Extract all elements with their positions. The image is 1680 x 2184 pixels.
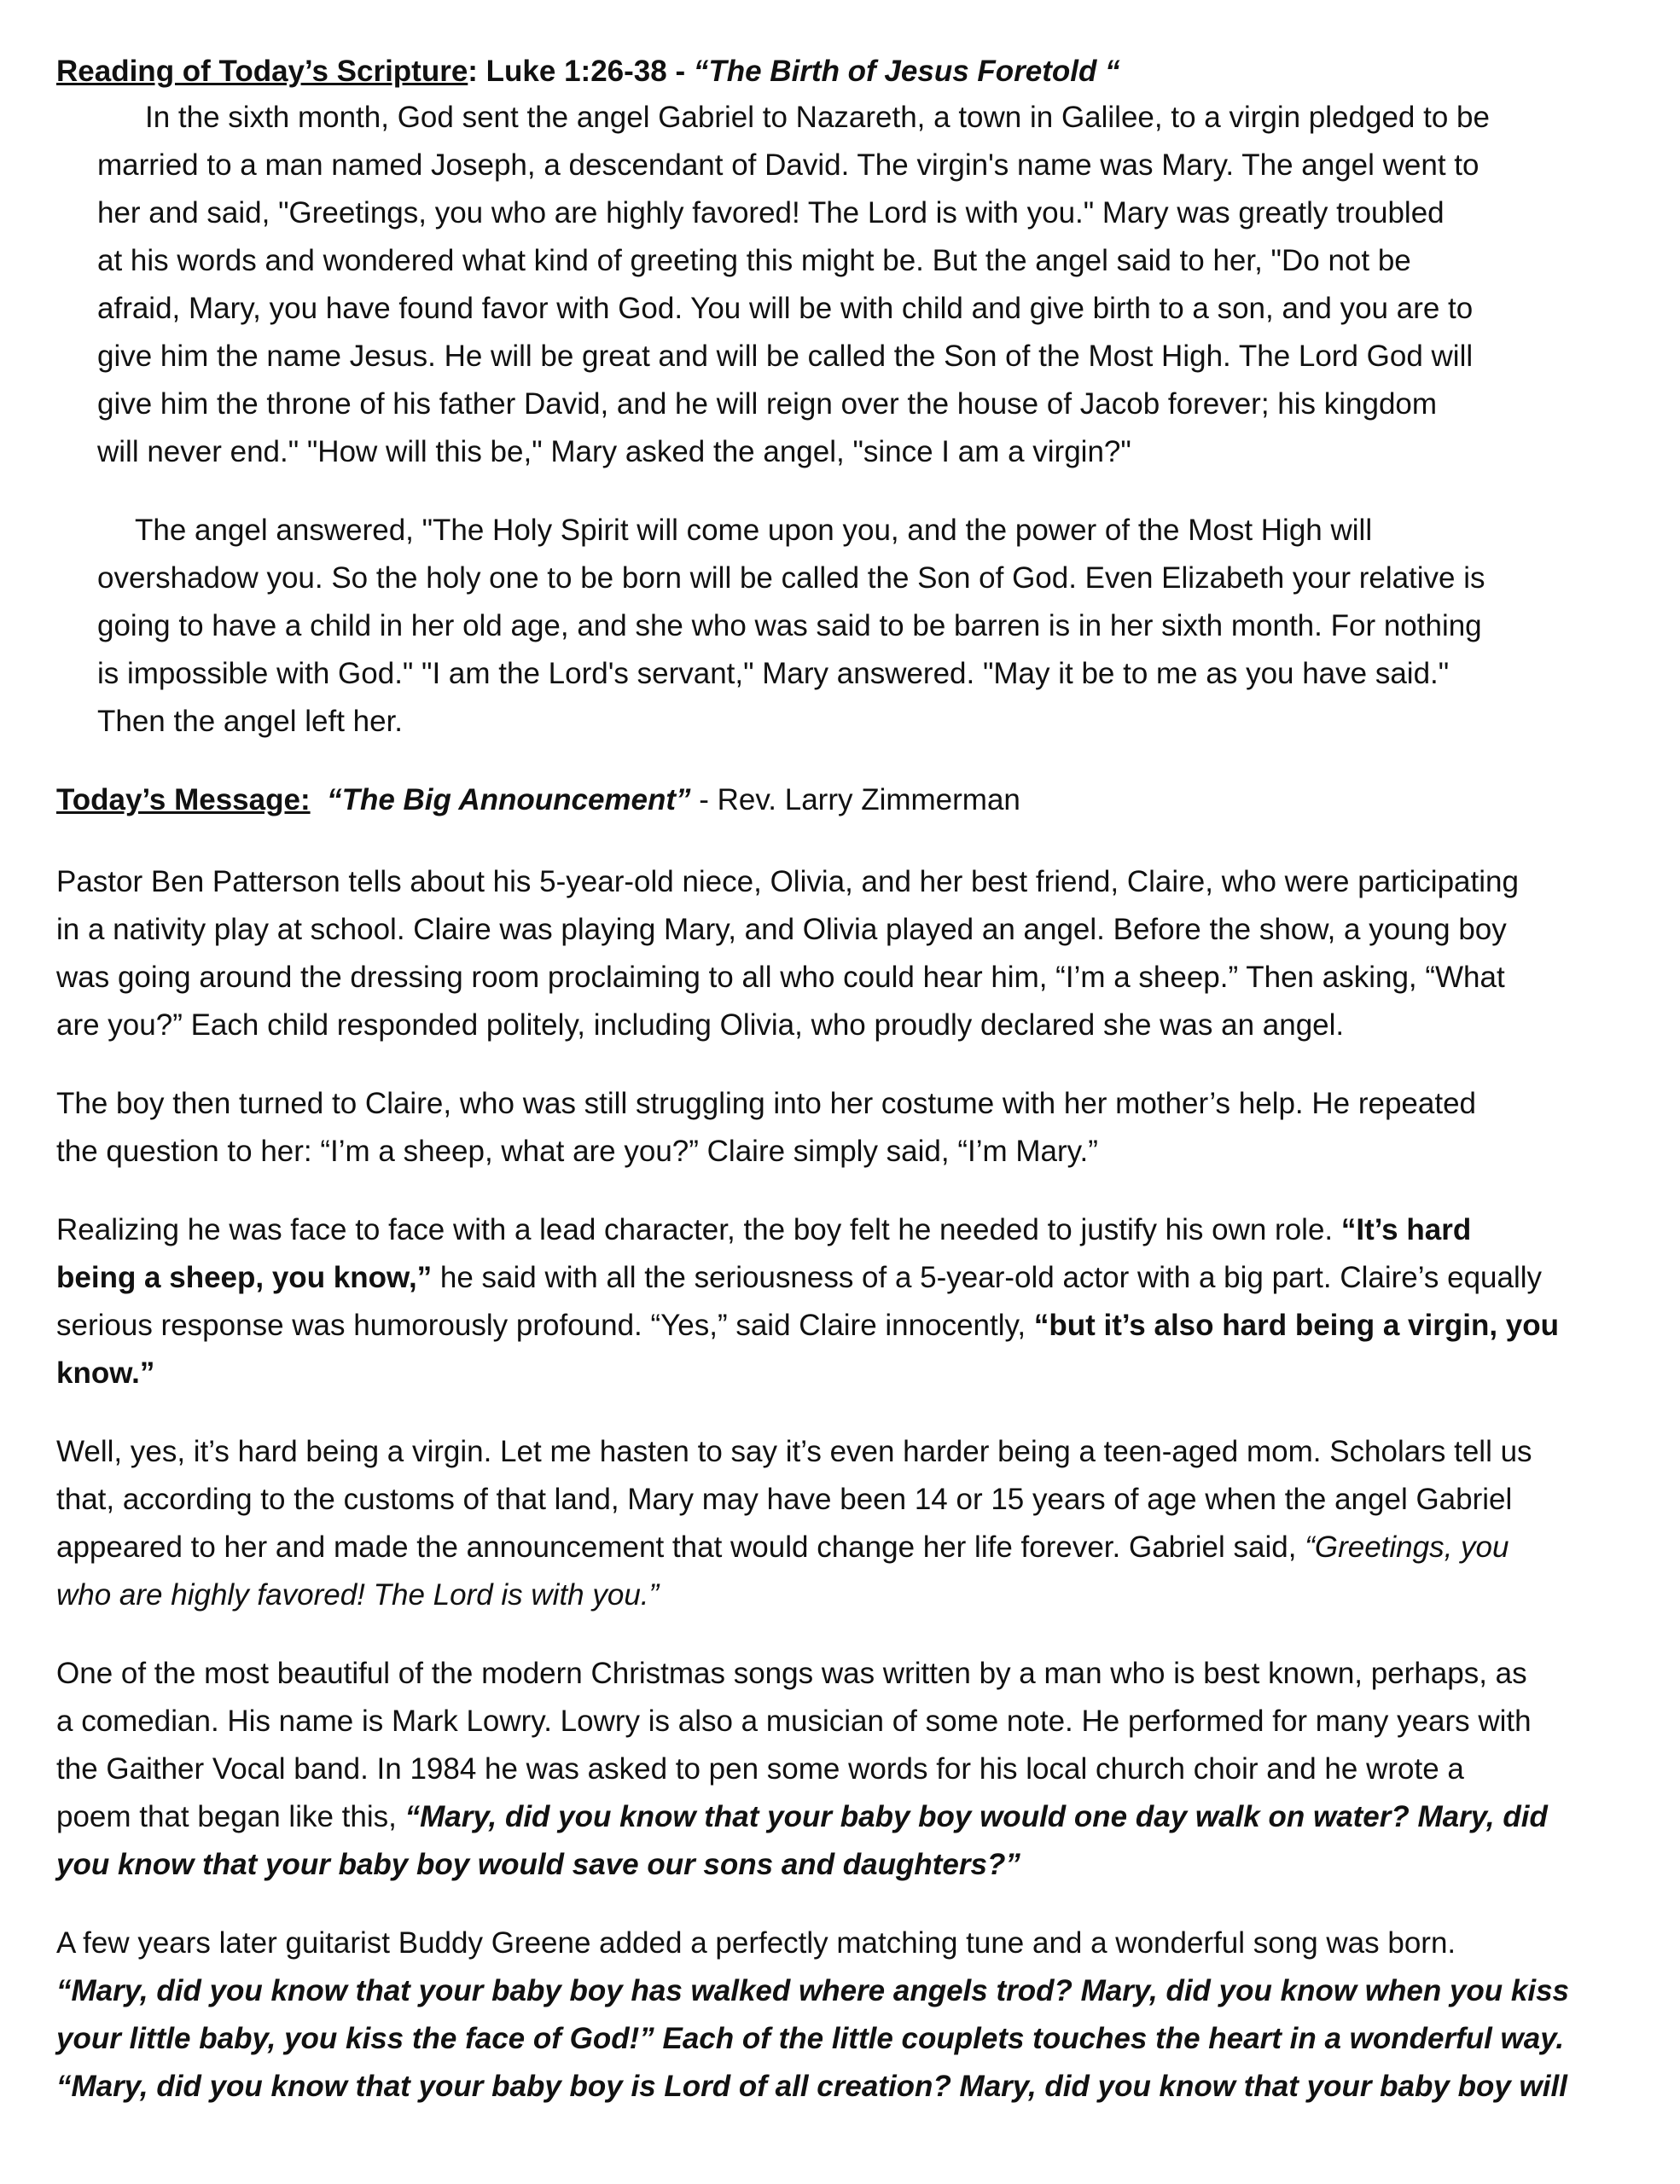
text-run: he said with all the seriousness of a 5-year-old actor with a big part. Claire’s equally bbox=[432, 1261, 1543, 1294]
scripture-line: In the sixth month, God sent the angel Gabriel to Nazareth, a town in Galilee, to a virgin pledged to be bbox=[145, 101, 1490, 134]
lyric-quote: your little baby, you kiss the face of God!” Each of the little couplets touches the heart in a wonderful way. bbox=[56, 2022, 1565, 2055]
scripture-title: “The Birth of Jesus Foretold “ bbox=[693, 55, 1120, 88]
scripture-line: The angel answered, "The Holy Spirit will come upon you, and the power of the Most High will bbox=[135, 514, 1373, 547]
body-line: a comedian. His name is Mark Lowry. Lowry is also a musician of some note. He performed for many years with bbox=[56, 1705, 1532, 1738]
scripture-line: her and said, "Greetings, you who are highly favored! The Lord is with you." Mary was greatly troubled bbox=[97, 196, 1445, 229]
body-line: in a nativity play at school. Claire was playing Mary, and Olivia played an angel. Before the show, a young boy bbox=[56, 913, 1507, 946]
body-line: the Gaither Vocal band. In 1984 he was asked to pen some words for his local church choir and he wrote a bbox=[56, 1752, 1464, 1786]
scripture-reference: Luke 1:26-38 - bbox=[477, 55, 694, 88]
message-heading-label: Today’s Message: bbox=[56, 783, 311, 816]
message-title: “The Big Announcement” bbox=[327, 783, 691, 816]
scripture-line: give him the throne of his father David, and he will reign over the house of Jacob forever; his kingdom bbox=[97, 387, 1438, 421]
scripture-line: at his words and wondered what kind of greeting this might be. But the angel said to her, "Do not be bbox=[97, 244, 1411, 277]
body-line: A few years later guitarist Buddy Greene added a perfectly matching tune and a wonderful song was born. bbox=[56, 1926, 1456, 1960]
body-line: was going around the dressing room proclaiming to all who could hear him, “I’m a sheep.” Then asking, “What bbox=[56, 961, 1505, 994]
lyric-quote: “Mary, did you know that your baby boy has walked where angels trod? Mary, did you know when you kiss bbox=[56, 1974, 1570, 2007]
bold-quote: being a sheep, you know,” bbox=[56, 1261, 433, 1294]
bold-quote: “but it’s also hard being a virgin, you bbox=[1033, 1309, 1560, 1342]
body-line bbox=[56, 1307, 1559, 1345]
body-line: The boy then turned to Claire, who was still struggling into her costume with her mother’s help. He repeated bbox=[56, 1087, 1477, 1120]
text-run: appeared to her and made the announcement that would change her life forever. Gabriel said, bbox=[56, 1531, 1305, 1564]
bold-quote: know.” bbox=[56, 1356, 155, 1390]
message-heading bbox=[56, 781, 1020, 819]
scripture-line: is impossible with God." "I am the Lord's servant," Mary answered. "May it be to me as you have said." bbox=[97, 657, 1450, 690]
scripture-line: afraid, Mary, you have found favor with God. You will be with child and give birth to a son, and you are to bbox=[97, 292, 1474, 325]
bold-quote: “It’s hard bbox=[1340, 1213, 1472, 1246]
body-line: that, according to the customs of that land, Mary may have been 14 or 15 years of age when the angel Gabriel bbox=[56, 1483, 1513, 1516]
scripture-line: going to have a child in her old age, and she who was said to be barren is in her sixth month. For nothing bbox=[97, 609, 1482, 642]
text-run: poem that began like this, bbox=[56, 1800, 405, 1833]
scripture-line: overshadow you. So the holy one to be born will be called the Son of God. Even Elizabeth your relative is bbox=[97, 561, 1485, 595]
scripture-line: give him the name Jesus. He will be great and will be called the Son of the Most High. The Lord God will bbox=[97, 340, 1474, 373]
scripture-line: Then the angel left her. bbox=[97, 705, 404, 738]
italic-quote: “Greetings, you bbox=[1305, 1531, 1509, 1564]
scripture-heading-label: Reading of Today’s Scripture bbox=[56, 55, 468, 88]
body-line: the question to her: “I’m a sheep, what are you?” Claire simply said, “I’m Mary.” bbox=[56, 1135, 1098, 1168]
body-line: One of the most beautiful of the modern Christmas songs was written by a man who is best known, perhaps, as bbox=[56, 1657, 1527, 1690]
scripture-line: will never end." "How will this be," Mary asked the angel, "since I am a virgin?" bbox=[97, 435, 1131, 468]
scripture-heading bbox=[56, 53, 1120, 90]
scripture-heading-colon: : bbox=[468, 55, 478, 88]
body-line: Well, yes, it’s hard being a virgin. Let me hasten to say it’s even harder being a teen-aged mom. Scholars tell us bbox=[56, 1435, 1532, 1468]
text-run: serious response was humorously profound. “Yes,” said Claire innocently, bbox=[56, 1309, 1034, 1342]
body-line bbox=[56, 1798, 1548, 1836]
body-line bbox=[56, 1529, 1509, 1566]
lyric-quote: “Mary, did you know that your baby boy would one day walk on water? Mary, did bbox=[404, 1800, 1548, 1833]
italic-quote: who are highly favored! The Lord is with you.” bbox=[56, 1578, 660, 1612]
body-line: Pastor Ben Patterson tells about his 5-year-old niece, Olivia, and her best friend, Claire, who were participating bbox=[56, 865, 1519, 898]
body-line bbox=[56, 1211, 1471, 1249]
message-speaker: - Rev. Larry Zimmerman bbox=[690, 783, 1020, 816]
scripture-line: married to a man named Joseph, a descendant of David. The virgin's name was Mary. The angel went to bbox=[97, 148, 1479, 182]
body-line bbox=[56, 1259, 1542, 1297]
lyric-quote: you know that your baby boy would save our sons and daughters?” bbox=[56, 1848, 1020, 1881]
lyric-quote: “Mary, did you know that your baby boy is Lord of all creation? Mary, did you know that your baby boy will bbox=[56, 2070, 1567, 2103]
body-line: are you?” Each child responded politely, including Olivia, who proudly declared she was an angel. bbox=[56, 1008, 1345, 1042]
text-run: Realizing he was face to face with a lead character, the boy felt he needed to justify his own role. bbox=[56, 1213, 1341, 1246]
